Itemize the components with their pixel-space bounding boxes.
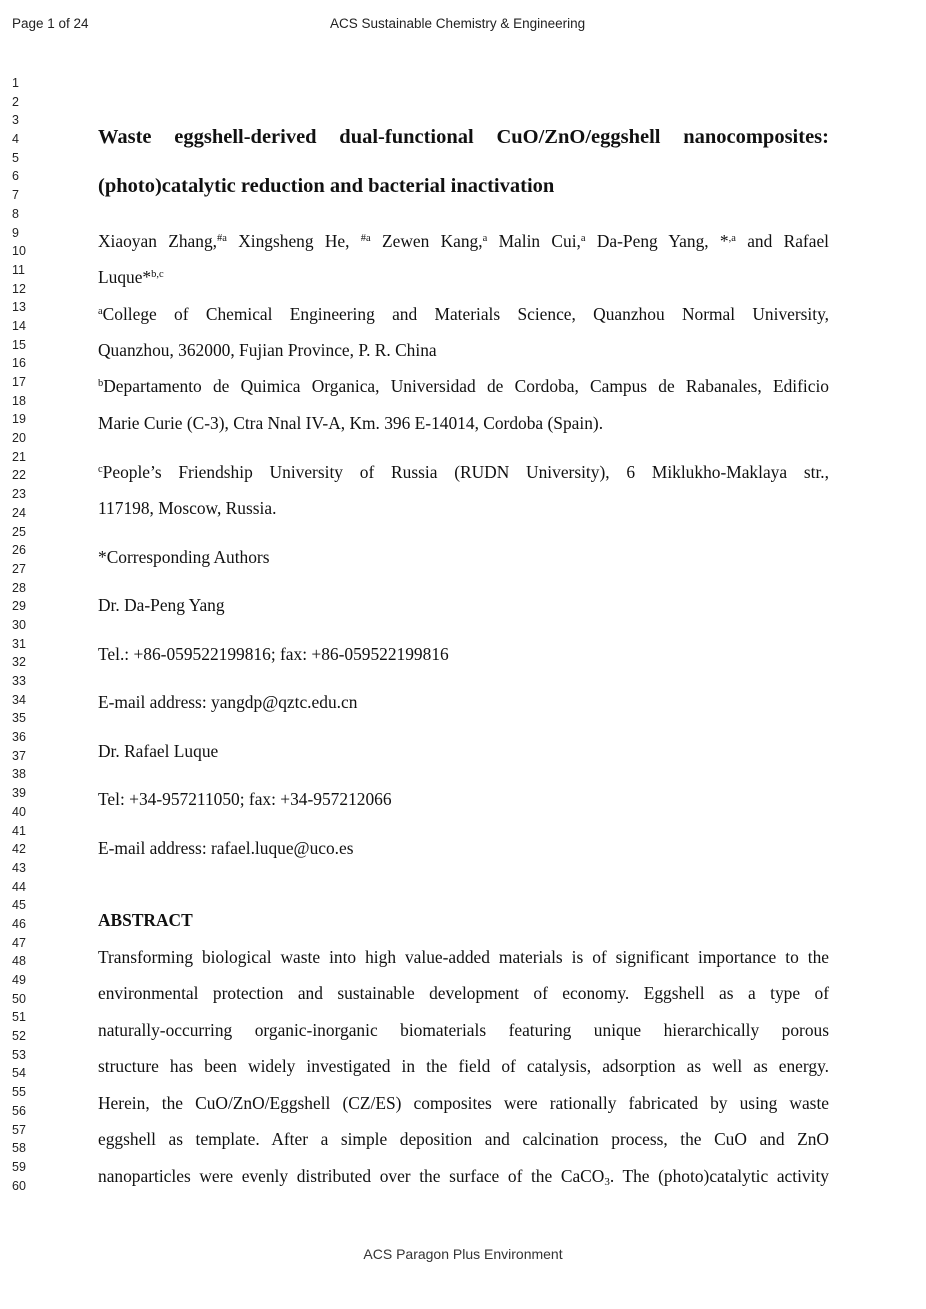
abstract-line: Transforming biological waste into high value-added materials is of significant importance to the (98, 947, 829, 967)
affiliation-a-line-2: Quanzhou, 362000, Fujian Province, P. R. China (98, 340, 437, 360)
line-number: 10 (12, 244, 26, 259)
abstract-heading: ABSTRACT (98, 910, 193, 930)
author-list-continued (98, 267, 829, 288)
journal-name: ACS Sustainable Chemistry & Engineering (330, 16, 586, 31)
line-number: 43 (12, 860, 26, 875)
line-number: 20 (12, 431, 26, 446)
corresponding-author-1: Dr. Da-Peng Yang (98, 595, 225, 615)
line-number: 2 (12, 94, 19, 109)
title-line-2: (photo)catalytic reduction and bacterial inactivation (98, 175, 555, 197)
affiliation-c-line-2: 117198, Moscow, Russia. (98, 498, 277, 518)
affiliation-a-line-1: $^a$College of Chemical Engineering and Materials Science, Quanzhou Normal University, (98, 304, 829, 324)
line-number: 33 (12, 674, 26, 688)
line-number: 1 (12, 76, 19, 90)
line-number: 3 (12, 113, 19, 128)
line-number: 18 (12, 393, 26, 408)
author-list (98, 231, 829, 252)
line-number: 12 (12, 281, 26, 296)
line-number: 36 (12, 730, 26, 745)
line-number: 28 (12, 580, 26, 595)
line-number: 27 (12, 561, 26, 576)
author-name: Luque* (98, 267, 152, 287)
author-name: and Rafael (735, 231, 829, 251)
phone-fax-1: Tel.: +86-059522199816; fax: +86-059522199816 (98, 644, 449, 664)
line-number: 5 (12, 150, 19, 165)
line-number: 51 (12, 1010, 26, 1025)
line-number: 11 (12, 262, 25, 277)
affiliation-mark: c (98, 464, 103, 475)
line-number: 38 (12, 767, 26, 782)
line-number: 52 (12, 1029, 26, 1044)
line-number: 48 (12, 954, 26, 969)
line-number: 31 (12, 636, 26, 651)
line-number: 30 (12, 617, 26, 632)
corresponding-heading: *Corresponding Authors (98, 547, 270, 567)
line-number: 21 (12, 449, 26, 464)
affiliation-b-line-1: $^b$Departamento de Quimica Organica, Universidad de Cordoba, Campus de Rabanales, Edificio (98, 376, 829, 396)
line-number: 26 (12, 543, 26, 558)
line-number: 23 (12, 487, 26, 502)
line-number: 7 (12, 188, 19, 203)
line-number: 46 (12, 916, 26, 931)
affiliation-b-line-2: Marie Curie (C-3), Ctra Nnal IV-A, Km. 396 E-14014, Cordoba (Spain). (98, 413, 604, 433)
author-name: Zewen Kang, (370, 231, 483, 251)
line-numbers (12, 74, 26, 1195)
line-number: 25 (12, 524, 26, 539)
abstract-line: structure has been widely investigated in the field of catalysis, adsorption as well as energy. (98, 1056, 829, 1076)
line-number: 17 (12, 375, 26, 389)
abstract-line: environmental protection and sustainable development of economy. Eggshell as a type of (98, 983, 829, 1003)
author-name: Da-Peng Yang, * (585, 231, 729, 251)
author-mark: b,c (151, 269, 164, 280)
line-number: 24 (12, 505, 26, 520)
author-name: Malin Cui, (487, 231, 581, 251)
author-name: Xiaoyan Zhang, (98, 231, 217, 251)
affiliation-c-line-1: $^c$People’s Friendship University of Russia (RUDN University), 6 Miklukho-Maklaya str., (98, 462, 829, 482)
line-number: 56 (12, 1103, 26, 1118)
line-number: 39 (12, 786, 26, 801)
corresponding-author-2: Dr. Rafael Luque (98, 741, 219, 761)
title-line-1: Waste eggshell-derived dual-functional CuO/ZnO/eggshell nanocomposites: (98, 126, 829, 148)
line-number: 40 (12, 804, 26, 819)
line-number: 42 (12, 842, 26, 857)
line-number: 35 (12, 711, 26, 726)
line-number: 41 (12, 823, 26, 838)
abstract-line: Herein, the CuO/ZnO/Eggshell (CZ/ES) composites were rationally fabricated by using waste (98, 1093, 829, 1113)
author-mark: a (482, 233, 488, 244)
line-number: 45 (12, 898, 26, 913)
line-number: 53 (12, 1047, 26, 1062)
line-number: 32 (12, 655, 26, 670)
line-number: 59 (12, 1159, 26, 1174)
line-number: 9 (12, 225, 19, 240)
author-mark: #a (216, 233, 227, 244)
line-number: 50 (12, 991, 26, 1006)
author-mark: a (580, 233, 586, 244)
line-number: 47 (12, 935, 26, 950)
line-number: 34 (12, 692, 26, 707)
abstract-line: nanoparticles were evenly distributed over the surface of the CaCO$_3$. The (photo)catalytic activity (98, 1166, 829, 1188)
line-number: 44 (12, 879, 26, 894)
line-number: 58 (12, 1141, 26, 1156)
line-number: 19 (12, 412, 26, 427)
line-number: 6 (12, 169, 19, 184)
line-number: 55 (12, 1085, 26, 1100)
line-number: 29 (12, 599, 26, 614)
line-number: 4 (12, 132, 19, 147)
line-number: 14 (12, 318, 26, 333)
subscript-3: 3 (604, 1176, 610, 1188)
line-number: 37 (12, 748, 26, 763)
author-name: Xingsheng He, (226, 231, 361, 251)
line-number: 57 (12, 1122, 26, 1137)
line-number: 22 (12, 468, 26, 483)
line-number: 49 (12, 973, 26, 987)
email-2: E-mail address: rafael.luque@uco.es (98, 838, 354, 858)
line-number: 60 (12, 1178, 26, 1193)
line-number: 8 (12, 206, 19, 221)
line-number: 54 (12, 1066, 26, 1081)
abstract-line: eggshell as template. After a simple deposition and calcination process, the CuO and ZnO (98, 1129, 829, 1149)
affiliation-mark: b (98, 378, 104, 389)
line-number: 13 (12, 300, 26, 315)
email-1: E-mail address: yangdp@qztc.edu.cn (98, 692, 358, 712)
author-mark: #a (360, 233, 371, 244)
affiliation-mark: a (98, 306, 103, 317)
abstract-line: naturally-occurring organic-inorganic biomaterials featuring unique hierarchically porous (98, 1020, 829, 1040)
page-label: Page 1 of 24 (12, 16, 89, 31)
line-number: 15 (12, 337, 26, 352)
line-number: 16 (12, 356, 26, 371)
phone-fax-2: Tel: +34-957211050; fax: +34-957212066 (98, 789, 392, 809)
author-mark: ,a (728, 233, 736, 244)
footer: ACS Paragon Plus Environment (363, 1246, 563, 1262)
